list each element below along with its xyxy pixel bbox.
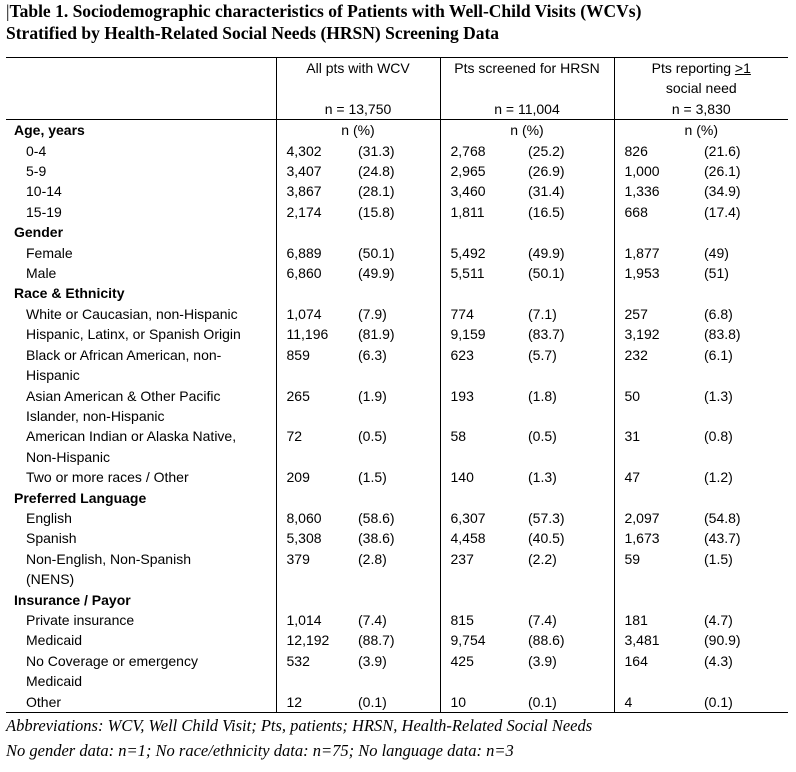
row-label: American Indian or Alaska Native, bbox=[26, 428, 237, 445]
count-cell: 774 bbox=[440, 304, 528, 324]
count-cell: 31 bbox=[614, 426, 704, 446]
percent-cell: (54.8) bbox=[704, 509, 741, 526]
row-label: No Coverage or emergency bbox=[26, 652, 198, 669]
section-heading: Gender bbox=[14, 224, 64, 241]
percent-cell: (4.3) bbox=[704, 652, 733, 669]
count-cell: 9,159 bbox=[440, 324, 528, 344]
count-cell: 6,860 bbox=[276, 263, 358, 283]
count-cell: 379 bbox=[276, 549, 358, 569]
count-cell: 9,754 bbox=[440, 630, 528, 650]
table-row bbox=[6, 426, 788, 446]
percent-cell: (49.9) bbox=[358, 265, 395, 282]
count-cell: 4,458 bbox=[440, 528, 528, 548]
table-row-continuation bbox=[6, 569, 788, 589]
section-heading-row bbox=[6, 488, 788, 508]
row-label-continued: (NENS) bbox=[26, 571, 75, 588]
row-label-continued: Non-Hispanic bbox=[26, 448, 111, 465]
count-cell: 209 bbox=[276, 467, 358, 487]
count-cell: 58 bbox=[440, 426, 528, 446]
count-cell: 181 bbox=[614, 610, 704, 630]
row-label: Asian American & Other Pacific bbox=[26, 387, 221, 404]
table-row bbox=[6, 324, 788, 344]
percent-cell: (26.1) bbox=[704, 163, 741, 180]
percent-cell: (0.8) bbox=[704, 428, 733, 445]
percent-cell: (51) bbox=[704, 265, 729, 282]
table-row bbox=[6, 181, 788, 201]
row-label-continued: Islander, non-Hispanic bbox=[26, 407, 165, 424]
count-cell: 1,673 bbox=[614, 528, 704, 548]
section-heading: Race & Ethnicity bbox=[14, 285, 125, 302]
table-title-line-2: Stratified by Health-Related Social Needs (HRSN) Screening Data bbox=[6, 23, 500, 43]
percent-cell: (4.7) bbox=[704, 611, 733, 628]
percent-cell: (16.5) bbox=[528, 203, 565, 220]
count-cell: 815 bbox=[440, 610, 528, 630]
column-header-screened: Pts screened for HRSN bbox=[440, 58, 614, 79]
count-cell: 47 bbox=[614, 467, 704, 487]
column-subheader: n (%) bbox=[614, 120, 788, 141]
percent-cell: (83.7) bbox=[528, 326, 565, 343]
count-cell: 10 bbox=[440, 692, 528, 713]
count-cell: 2,097 bbox=[614, 508, 704, 528]
column-n-all-pts: n = 13,750 bbox=[276, 99, 440, 120]
count-cell: 164 bbox=[614, 651, 704, 671]
percent-cell: (1.5) bbox=[358, 469, 387, 486]
footer-abbreviations: Abbreviations: WCV, Well Child Visit; Pts, patients; HRSN, Health-Related Social Needs bbox=[6, 716, 593, 735]
percent-cell: (31.4) bbox=[528, 183, 565, 200]
column-subheader: n (%) bbox=[276, 120, 440, 141]
table-row bbox=[6, 263, 788, 283]
percent-cell: (1.8) bbox=[528, 387, 557, 404]
footer-missing-data: No gender data: n=1; No race/ethnicity data: n=75; No language data: n=3 bbox=[6, 741, 514, 760]
count-cell: 1,014 bbox=[276, 610, 358, 630]
percent-cell: (83.8) bbox=[704, 326, 741, 343]
row-label: Male bbox=[26, 265, 57, 282]
percent-cell: (88.7) bbox=[358, 632, 395, 649]
row-label: 10-14 bbox=[26, 183, 62, 200]
percent-cell: (7.9) bbox=[358, 305, 387, 322]
row-label: Non-English, Non-Spanish bbox=[26, 550, 191, 567]
table-row bbox=[6, 304, 788, 324]
percent-cell: (0.1) bbox=[528, 692, 614, 713]
percent-cell: (7.4) bbox=[358, 611, 387, 628]
count-cell: 1,811 bbox=[440, 202, 528, 222]
header-row-2 bbox=[6, 78, 788, 98]
percent-cell: (81.9) bbox=[358, 326, 395, 343]
header-row-1 bbox=[6, 58, 788, 79]
percent-cell: (5.7) bbox=[528, 346, 557, 363]
table-row bbox=[6, 528, 788, 548]
table-row bbox=[6, 610, 788, 630]
count-cell: 12 bbox=[276, 692, 358, 713]
table-row-continuation bbox=[6, 671, 788, 691]
row-label: 15-19 bbox=[26, 203, 62, 220]
percent-cell: (57.3) bbox=[528, 509, 565, 526]
row-label: Spanish bbox=[26, 530, 77, 547]
count-cell: 4,302 bbox=[276, 141, 358, 161]
percent-cell: (6.8) bbox=[704, 305, 733, 322]
count-cell: 3,867 bbox=[276, 181, 358, 201]
table-row bbox=[6, 692, 788, 713]
table-row bbox=[6, 651, 788, 671]
count-cell: 257 bbox=[614, 304, 704, 324]
count-cell: 1,953 bbox=[614, 263, 704, 283]
count-cell: 140 bbox=[440, 467, 528, 487]
count-cell: 668 bbox=[614, 202, 704, 222]
column-header-reporting-line-2: social need bbox=[614, 78, 788, 98]
table-row bbox=[6, 202, 788, 222]
count-cell: 532 bbox=[276, 651, 358, 671]
percent-cell: (3.9) bbox=[528, 652, 557, 669]
percent-cell: (38.6) bbox=[358, 530, 395, 547]
count-cell: 232 bbox=[614, 345, 704, 365]
count-cell: 11,196 bbox=[276, 324, 358, 344]
row-label: English bbox=[26, 509, 72, 526]
percent-cell: (25.2) bbox=[528, 142, 565, 159]
count-cell: 1,877 bbox=[614, 243, 704, 263]
count-cell: 237 bbox=[440, 549, 528, 569]
table-row bbox=[6, 630, 788, 650]
row-label: White or Caucasian, non-Hispanic bbox=[26, 305, 238, 322]
row-label: 0-4 bbox=[26, 142, 47, 159]
section-heading-row bbox=[6, 283, 788, 303]
count-cell: 5,492 bbox=[440, 243, 528, 263]
percent-cell: (34.9) bbox=[704, 183, 741, 200]
count-cell: 1,074 bbox=[276, 304, 358, 324]
percent-cell: (31.3) bbox=[358, 142, 395, 159]
count-cell: 72 bbox=[276, 426, 358, 446]
header-row-n bbox=[6, 99, 788, 120]
percent-cell: (0.1) bbox=[704, 692, 788, 713]
table-row-continuation bbox=[6, 365, 788, 385]
column-n-screened: n = 11,004 bbox=[440, 99, 614, 120]
percent-cell: (3.9) bbox=[358, 652, 387, 669]
count-cell: 826 bbox=[614, 141, 704, 161]
table-title bbox=[6, 0, 790, 44]
percent-cell: (6.1) bbox=[704, 346, 733, 363]
percent-cell: (90.9) bbox=[704, 632, 741, 649]
table-row bbox=[6, 243, 788, 263]
percent-cell: (1.2) bbox=[704, 469, 733, 486]
column-n-reporting: n = 3,830 bbox=[614, 99, 788, 120]
row-label: Hispanic, Latinx, or Spanish Origin bbox=[26, 326, 241, 343]
percent-cell: (24.8) bbox=[358, 163, 395, 180]
column-header-all-pts: All pts with WCV bbox=[276, 58, 440, 79]
count-cell: 1,336 bbox=[614, 181, 704, 201]
section-heading: Age, years bbox=[14, 122, 85, 139]
percent-cell: (50.1) bbox=[358, 244, 395, 261]
count-cell: 50 bbox=[614, 386, 704, 406]
percent-cell: (26.9) bbox=[528, 163, 565, 180]
percent-cell: (21.6) bbox=[704, 142, 741, 159]
row-label: Female bbox=[26, 244, 73, 261]
count-cell: 5,308 bbox=[276, 528, 358, 548]
row-label-continued: Hispanic bbox=[26, 367, 80, 384]
percent-cell: (49) bbox=[704, 244, 729, 261]
count-cell: 3,407 bbox=[276, 161, 358, 181]
percent-cell: (7.1) bbox=[528, 305, 557, 322]
percent-cell: (1.5) bbox=[704, 550, 733, 567]
percent-cell: (43.7) bbox=[704, 530, 741, 547]
percent-cell: (1.3) bbox=[528, 469, 557, 486]
count-cell: 2,965 bbox=[440, 161, 528, 181]
percent-cell: (7.4) bbox=[528, 611, 557, 628]
table-row bbox=[6, 549, 788, 569]
row-label-continued: Medicaid bbox=[26, 673, 83, 690]
percent-cell: (50.1) bbox=[528, 265, 565, 282]
row-label: Other bbox=[6, 692, 276, 713]
percent-cell: (1.3) bbox=[704, 387, 733, 404]
table-title-line-1: |Table 1. Sociodemographic characteristics of Patients with Well-Child Visits (WCVs) bbox=[6, 1, 642, 21]
count-cell: 2,174 bbox=[276, 202, 358, 222]
section-heading-row bbox=[6, 590, 788, 610]
count-cell: 3,460 bbox=[440, 181, 528, 201]
count-cell: 3,481 bbox=[614, 630, 704, 650]
table-row bbox=[6, 161, 788, 181]
count-cell: 2,768 bbox=[440, 141, 528, 161]
table-row bbox=[6, 508, 788, 528]
sociodemographic-table bbox=[6, 57, 788, 713]
table-row bbox=[6, 467, 788, 487]
table-row-continuation bbox=[6, 406, 788, 426]
row-label: 5-9 bbox=[26, 163, 47, 180]
percent-cell: (2.8) bbox=[358, 550, 387, 567]
section-heading-row bbox=[6, 222, 788, 242]
table-row bbox=[6, 345, 788, 365]
percent-cell: (0.5) bbox=[528, 428, 557, 445]
row-label: Private insurance bbox=[26, 611, 135, 628]
count-cell: 3,192 bbox=[614, 324, 704, 344]
percent-cell: (40.5) bbox=[528, 530, 565, 547]
count-cell: 265 bbox=[276, 386, 358, 406]
column-subheader: n (%) bbox=[440, 120, 614, 141]
row-label: Two or more races / Other bbox=[26, 469, 189, 486]
row-label: Black or African American, non- bbox=[26, 346, 222, 363]
percent-cell: (6.3) bbox=[358, 346, 387, 363]
percent-cell: (88.6) bbox=[528, 632, 565, 649]
percent-cell: (49.9) bbox=[528, 244, 565, 261]
percent-cell: (28.1) bbox=[358, 183, 395, 200]
row-label: Medicaid bbox=[26, 632, 83, 649]
percent-cell: (17.4) bbox=[704, 203, 741, 220]
count-cell: 425 bbox=[440, 651, 528, 671]
section-heading: Preferred Language bbox=[14, 489, 147, 506]
table-row bbox=[6, 386, 788, 406]
percent-cell: (15.8) bbox=[358, 203, 395, 220]
count-cell: 193 bbox=[440, 386, 528, 406]
count-cell: 5,511 bbox=[440, 263, 528, 283]
count-cell: 623 bbox=[440, 345, 528, 365]
count-cell: 4 bbox=[614, 692, 704, 713]
section-heading: Insurance / Payor bbox=[14, 591, 131, 608]
count-cell: 59 bbox=[614, 549, 704, 569]
table-row-continuation bbox=[6, 447, 788, 467]
table-row bbox=[6, 141, 788, 161]
count-cell: 12,192 bbox=[276, 630, 358, 650]
percent-cell: (0.5) bbox=[358, 428, 387, 445]
percent-cell: (58.6) bbox=[358, 509, 395, 526]
percent-cell: (0.1) bbox=[358, 692, 440, 713]
column-header-reporting: Pts reporting >1 bbox=[614, 58, 788, 79]
count-cell: 6,307 bbox=[440, 508, 528, 528]
percent-cell: (2.2) bbox=[528, 550, 557, 567]
count-cell: 859 bbox=[276, 345, 358, 365]
count-cell: 8,060 bbox=[276, 508, 358, 528]
count-cell: 6,889 bbox=[276, 243, 358, 263]
percent-cell: (1.9) bbox=[358, 387, 387, 404]
count-cell: 1,000 bbox=[614, 161, 704, 181]
section-heading-row bbox=[6, 120, 788, 141]
